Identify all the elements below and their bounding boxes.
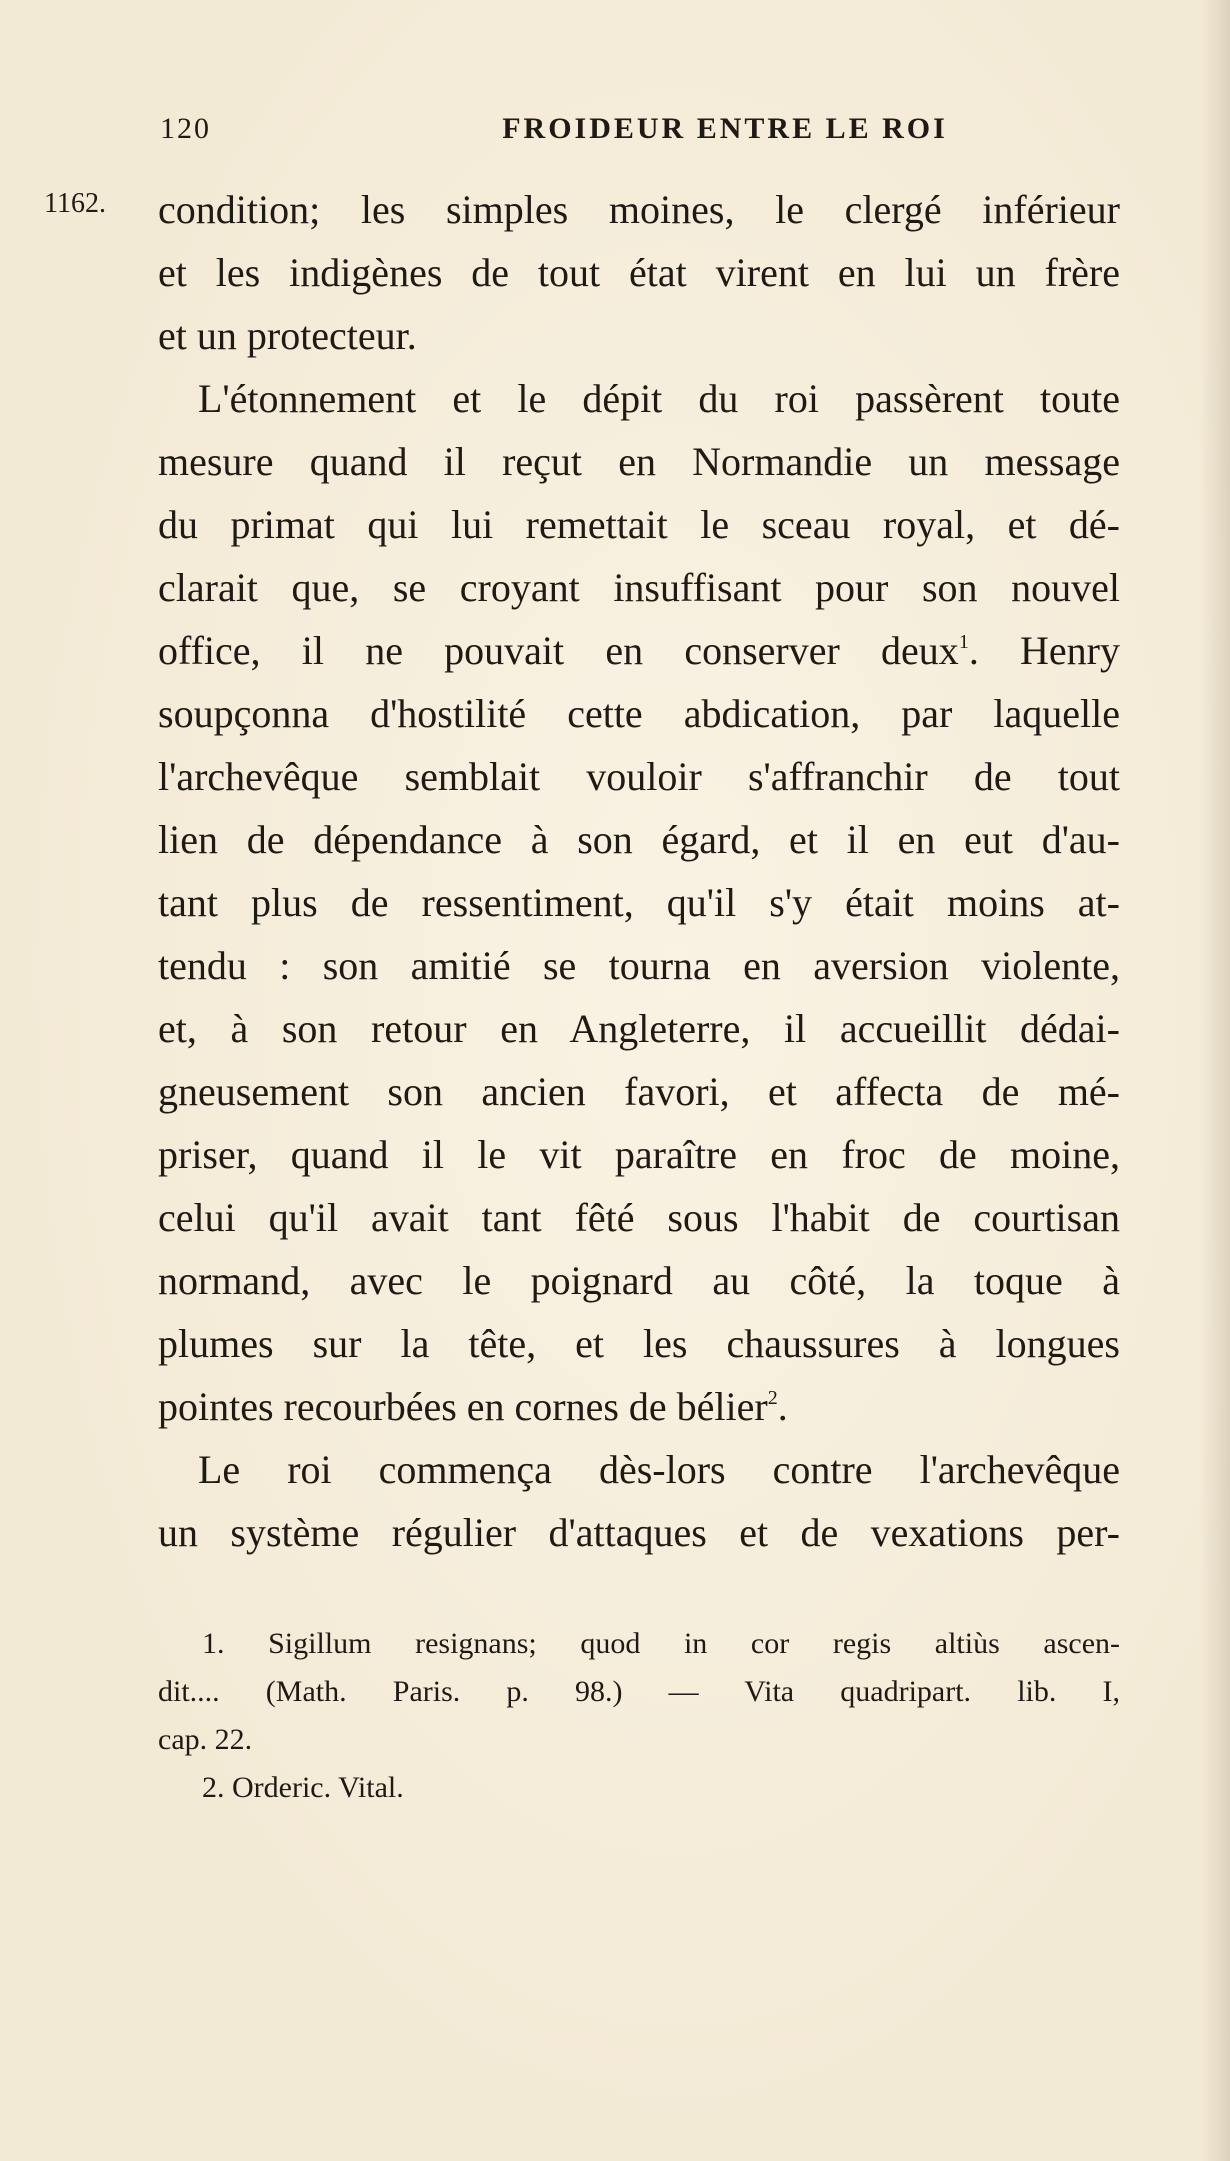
text-line: tant plus de ressentiment, qu'il s'y était moins at- — [158, 880, 1120, 925]
text-line: du primat qui lui remettait le sceau royal, et dé- — [158, 502, 1120, 547]
page-number: 120 — [160, 112, 211, 145]
footnote-line: cap. 22. — [158, 1723, 253, 1756]
text-line: Le roi commença dès-lors contre l'archevêque — [198, 1447, 1120, 1492]
margin-year-note: 1162. — [44, 188, 106, 219]
footnote-ref: 1 — [958, 631, 969, 653]
footnote-line: dit.... (Math. Paris. p. 98.) — Vita quadripart. lib. I, — [158, 1675, 1120, 1708]
text-line: tendu : son amitié se tourna en aversion violente, — [158, 943, 1120, 988]
text-line: condition; les simples moines, le clergé inférieur — [158, 187, 1120, 232]
text-line: gneusement son ancien favori, et affecta de mé- — [158, 1069, 1120, 1114]
text-line: priser, quand il le vit paraître en froc de moine, — [158, 1132, 1120, 1177]
footnotes — [158, 1620, 1120, 1812]
footnote-line: 1. Sigillum resignans; quod in cor regis altiùs ascen- — [202, 1627, 1120, 1660]
text-line: un système régulier d'attaques et de vexations per- — [158, 1510, 1120, 1555]
text-line: pointes recourbées en cornes de bélier$^2$. — [158, 1384, 788, 1429]
footnote-line: 2. Orderic. Vital. — [202, 1771, 404, 1804]
text-line: et les indigènes de tout état virent en lui un frère — [158, 250, 1120, 295]
text-line: normand, avec le poignard au côté, la toque à — [158, 1258, 1120, 1303]
text-line: et, à son retour en Angleterre, il accueillit dédai- — [158, 1006, 1120, 1051]
running-head — [160, 112, 1118, 152]
text-line: l'archevêque semblait vouloir s'affranchir de tout — [158, 754, 1120, 799]
text-line: et un protecteur. — [158, 313, 417, 358]
text-line: lien de dépendance à son égard, et il en eut d'au- — [158, 817, 1120, 862]
footnote-ref: 2 — [767, 1387, 778, 1409]
text-line: plumes sur la tête, et les chaussures à longues — [158, 1321, 1120, 1366]
body-text — [158, 178, 1120, 1564]
page-edge-shadow — [1200, 0, 1230, 2161]
text-line: soupçonna d'hostilité cette abdication, par laquelle — [158, 691, 1120, 736]
text-line: L'étonnement et le dépit du roi passèrent toute — [198, 376, 1120, 421]
text-line: mesure quand il reçut en Normandie un message — [158, 439, 1120, 484]
text-line: celui qu'il avait tant fêté sous l'habit de courtisan — [158, 1195, 1120, 1240]
text-line: clarait que, se croyant insuffisant pour son nouvel — [158, 565, 1120, 610]
running-title: FROIDEUR ENTRE LE ROI — [502, 112, 948, 145]
text-line: office, il ne pouvait en conserver deux$^1$. Henry — [158, 628, 1120, 673]
